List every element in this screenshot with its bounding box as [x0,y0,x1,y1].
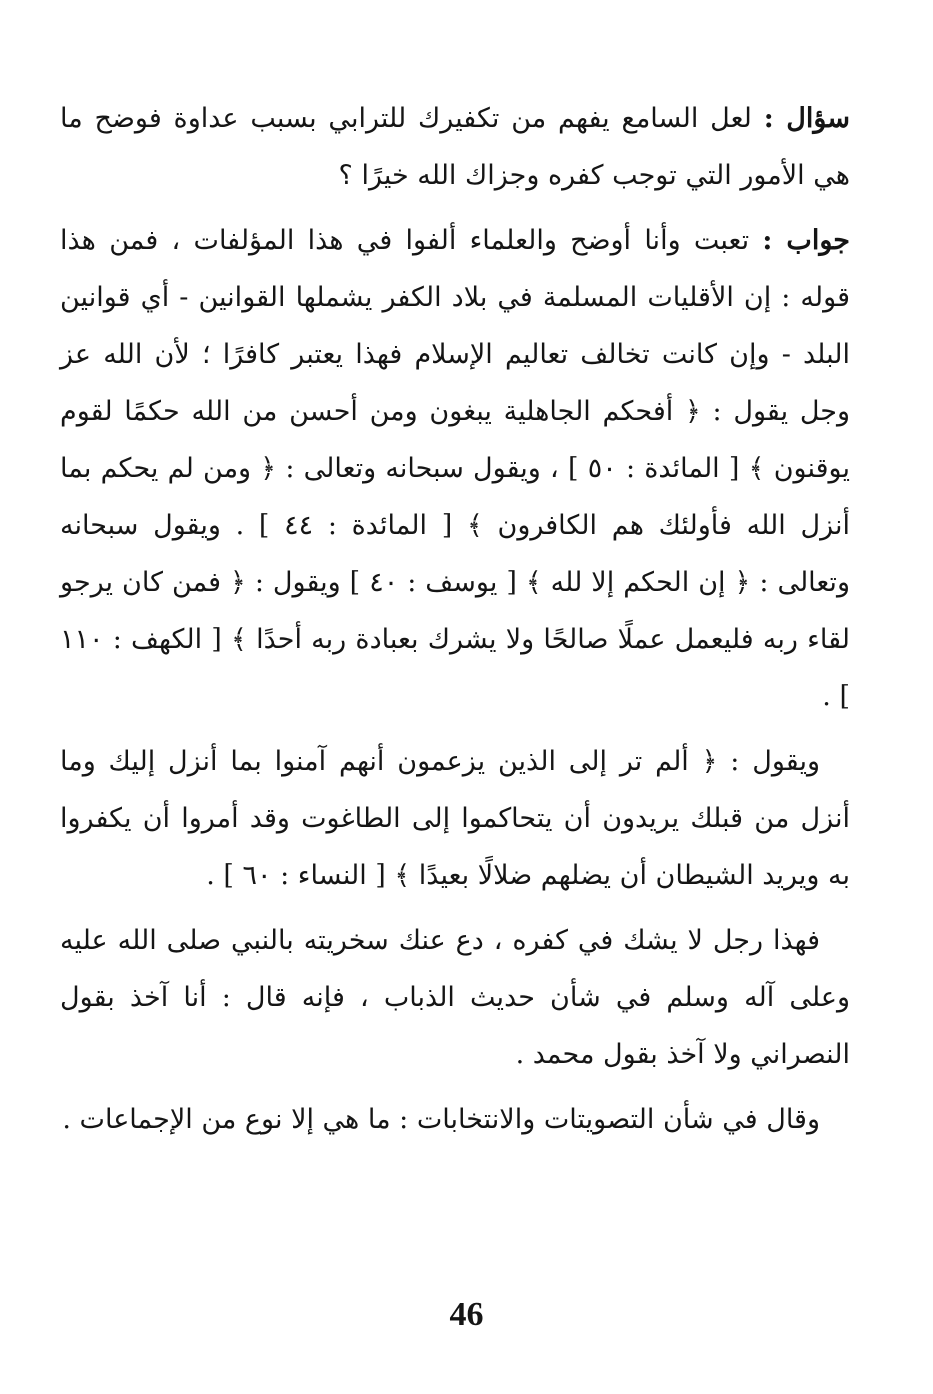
page-number: 46 [449,1296,484,1333]
question-text: لعل السامع يفهم من تكفيرك للترابي بسبب عداوة فوضح ما هي الأمور التي توجب كفره وجزاك الله خيرًا ؟ [60,103,850,191]
elections-paragraph: وقال في شأن التصويتات والانتخابات : ما هي إلا نوع من الإجماعات . [62,1104,820,1135]
page-body [60,90,850,1156]
mockery-paragraph: فهذا رجل لا يشك في كفره ، دع عنك سخريته بالنبي صلى الله عليه وعلى آله وسلم في شأن حديث الذباب ، فإنه قال : أنا آخذ بقول النصراني ولا آخذ بقول محمد . [60,925,850,1070]
answer-text: تعبت وأنا أوضح والعلماء ألفوا في هذا المؤلفات ، فمن هذا قوله : إن الأقليات المسلمة في بلاد الكفر يشملها القوانين - أي قوانين البلد - وإن كانت تخالف تعاليم الإسلام فهذا يعتبر كافرًا ؛ لأن الله عز وجل يقول : ﴿ أفحكم الجاهلية يبغون ومن أحسن من الله حكمًا لقوم يوقنون ﴾ [ المائدة : ٥٠ ] ، ويقول سبحانه وتعالى : ﴿ ومن لم يحكم بما أنزل الله فأولئك هم الكافرون ﴾ [ المائدة : ٤٤ ] . ويقول سبحانه وتعالى : ﴿ إن الحكم إلا لله ﴾ [ يوسف : ٤٠ ] ويقول : ﴿ فمن كان يرجو لقاء ربه فليعمل عملًا صالحًا ولا يشرك بعبادة ربه أحدًا ﴾ [ الكهف : ١١٠ ] . [60,225,851,712]
verse-nisa-paragraph: ويقول : ﴿ ألم تر إلى الذين يزعمون أنهم آمنوا بما أنزل إليك وما أنزل من قبلك يريدون أن يتحاكموا إلى الطاغوت وقد أمروا أن يكفروا به ويريد الشيطان أن يضلهم ضلالًا بعيدًا ﴾ [ النساء : ٦٠ ] . [60,746,850,891]
answer-paragraph [60,212,850,725]
question-paragraph [60,90,850,204]
question-lead: سؤال : [763,103,850,134]
answer-lead: جواب : [762,225,850,256]
